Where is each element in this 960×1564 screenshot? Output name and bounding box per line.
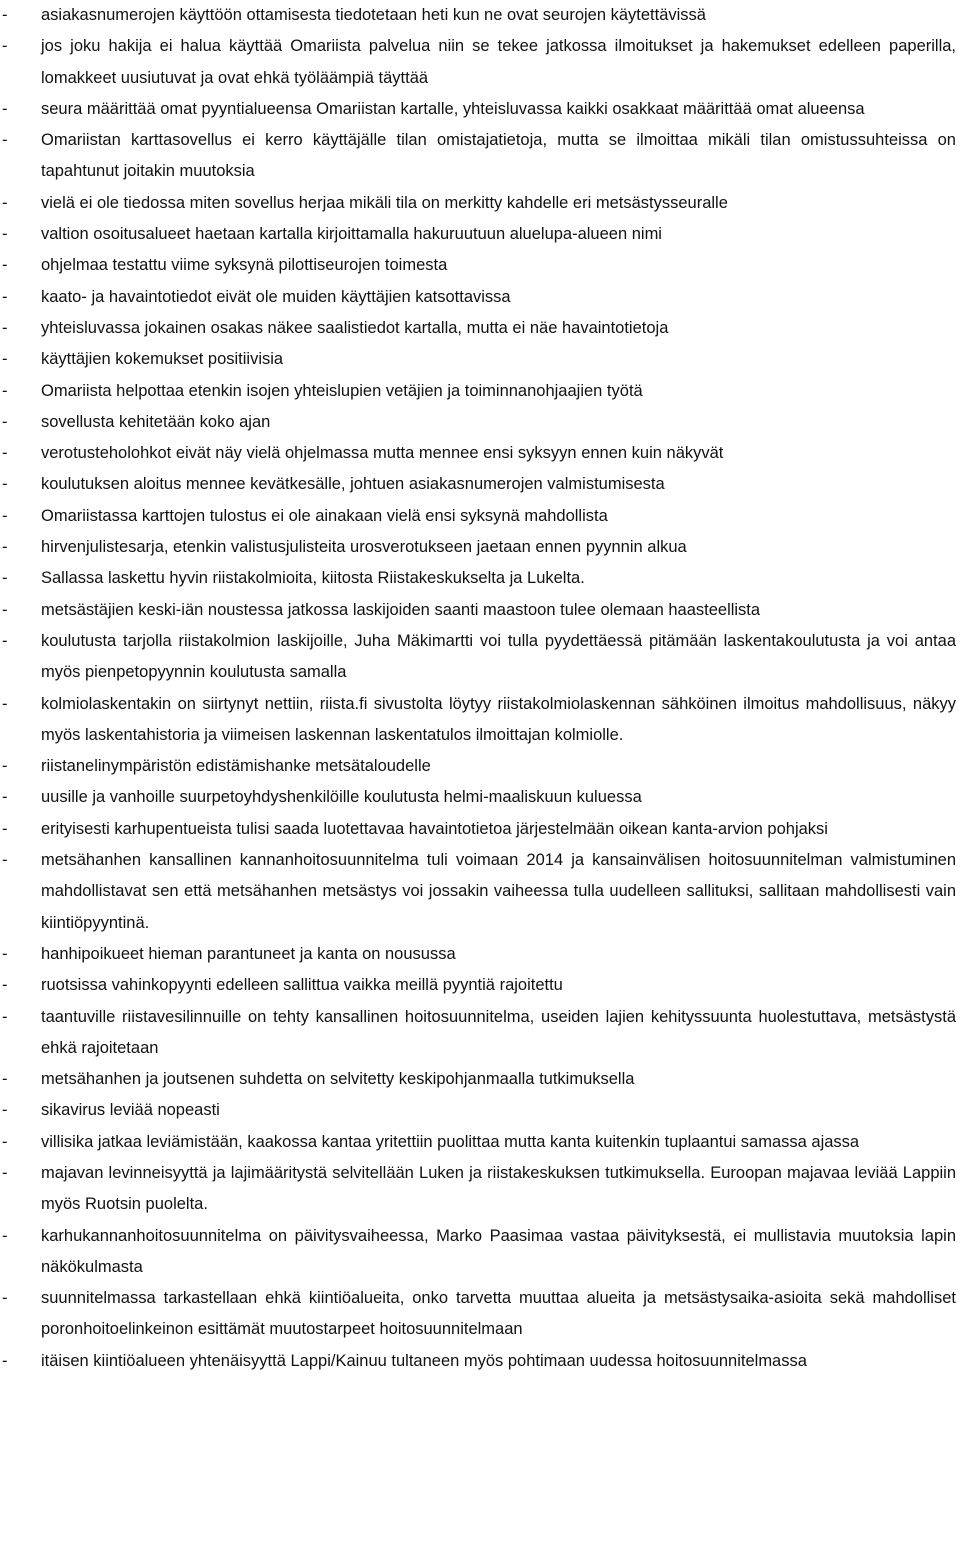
bullet-dash: - [2, 318, 8, 337]
bullet-dash: - [2, 6, 8, 24]
bullet-dash: - [2, 193, 8, 212]
list-item-text: jos joku hakija ei halua käyttää Omariista palvelua niin se tekee jatkossa ilmoitukset ja hakemukset edelleen paperilla, lomakkeet uusiutuvat ja ovat ehkä työläämpiä täyttää [41, 37, 956, 87]
list-item-text: Sallassa laskettu hyvin riistakolmioita, kiitosta Riistakeskukselta ja Lukelta. [41, 569, 585, 588]
list-item-text: itäisen kiintiöalueen yhtenäisyyttä Lappi/Kainuu tultaneen myös pohtimaan uudessa hoitosuunnitelmassa [41, 1351, 807, 1370]
bullet-dash: - [2, 99, 8, 118]
list-item-text: koulutusta tarjolla riistakolmion laskijoille, Juha Mäkimartti voi tulla pyydettäessä pitämään laskentakoulutusta ja voi antaa myös pienpetopyynnin koulutusta samalla [41, 631, 956, 682]
list-item [0, 376, 960, 407]
list-item [0, 751, 960, 782]
bullet-dash: - [2, 757, 8, 776]
list-item [0, 1064, 960, 1095]
list-item [0, 1346, 960, 1377]
list-item-text: uusille ja vanhoille suurpetoyhdyshenkilöille koulutusta helmi-maaliskuun kuluessa [41, 788, 642, 807]
bullet-dash: - [2, 506, 8, 525]
list-item [0, 563, 960, 594]
list-item [0, 782, 960, 813]
list-item [0, 939, 960, 970]
list-item-text: Omariista helpottaa etenkin isojen yhteislupien vetäjien ja toiminnanohjaajien työtä [41, 381, 643, 400]
bullet-dash: - [2, 1132, 8, 1151]
list-item-text: majavan levinneisyyttä ja lajimääritystä selvitellään Luken ja riistakeskuksen tutkimuksella. Euroopan majavaa leviää Lappiin myös Ruotsin puolelta. [41, 1163, 956, 1214]
bullet-dash: - [2, 1289, 8, 1308]
list-item-text: villisika jatkaa leviämistään, kaakossa kantaa yritettiin puolittaa mutta kanta kuitenkin tuplaantui samassa ajassa [41, 1132, 860, 1151]
bullet-dash: - [2, 569, 8, 588]
bullet-dash: - [2, 1163, 8, 1182]
bullet-dash: - [2, 131, 8, 150]
list-item [0, 250, 960, 281]
list-item [0, 1221, 960, 1284]
list-item-text: ohjelmaa testattu viime syksynä pilottiseurojen toimesta [41, 256, 448, 275]
bullet-dash: - [2, 444, 8, 463]
list-item-text: asiakasnumerojen käyttöön ottamisesta tiedotetaan heti kun ne ovat seurojen käytettävissä [41, 6, 706, 24]
list-item [0, 313, 960, 344]
list-item [0, 845, 960, 939]
list-item [0, 1002, 960, 1065]
bullet-dash: - [2, 944, 8, 963]
bullet-dash: - [2, 631, 8, 650]
bullet-dash: - [2, 381, 8, 400]
list-item-text: suunnitelmassa tarkastellaan ehkä kiintiöalueita, onko tarvetta muuttaa alueita ja metsästysaika-asioita sekä mahdolliset poronhoitoelinkeinon esittämät muutostarpeet hoitosuunnitelmaan [41, 1289, 956, 1339]
bullet-dash: - [2, 475, 8, 494]
list-item-text: verotusteholohkot eivät näy vielä ohjelmassa mutta mennee ensi syksyyn ennen kuin näkyvät [41, 444, 724, 463]
list-item [0, 1283, 960, 1346]
list-item-text: ruotsissa vahinkopyynti edelleen sallittua vaikka meillä pyyntiä rajoitettu [41, 976, 563, 995]
list-item-text: valtion osoitusalueet haetaan kartalla kirjoittamalla hakuruutuun aluelupa-alueen nimi [41, 225, 662, 244]
list-item-text: koulutuksen aloitus mennee kevätkesälle, johtuen asiakasnumerojen valmistumisesta [41, 475, 665, 494]
list-item-text: Omariistassa karttojen tulostus ei ole ainakaan vielä ensi syksynä mahdollista [41, 506, 608, 525]
bullet-dash: - [2, 538, 8, 557]
list-item [0, 282, 960, 313]
bullet-dash: - [2, 1351, 8, 1370]
list-item-text: taantuville riistavesilinnuille on tehty kansallinen hoitosuunnitelma, useiden lajien kehityssuunta huolestuttava, metsästystä ehkä rajoitetaan [41, 1007, 956, 1057]
list-item-text: hirvenjulistesarja, etenkin valistusjulisteita urosverotukseen jaetaan ennen pyynnin alkua [41, 538, 687, 557]
list-item-text: käyttäjien kokemukset positiivisia [41, 350, 284, 369]
list-item-text: metsähanhen ja joutsenen suhdetta on selvitetty keskipohjanmaalla tutkimuksella [41, 1070, 635, 1089]
list-item-text: karhukannanhoitosuunnitelma on päivitysvaiheessa, Marko Paasimaa vastaa päivityksestä, ei mullistavia muutoksia lapin näkökulmasta [41, 1226, 956, 1276]
list-item-text: erityisesti karhupentueista tulisi saada luotettavaa havaintotietoa järjestelmään oikean kanta-arvion pohjaksi [41, 819, 828, 838]
bullet-dash: - [2, 694, 8, 713]
list-item [0, 501, 960, 532]
bullet-dash: - [2, 412, 8, 431]
list-item-text: yhteisluvassa jokainen osakas näkee saalistiedot kartalla, mutta ei näe havaintotietoja [41, 318, 669, 337]
bullet-dash: - [2, 225, 8, 244]
list-item [0, 689, 960, 752]
list-item [0, 970, 960, 1001]
bullet-dash: - [2, 350, 8, 369]
bullet-dash: - [2, 1007, 8, 1026]
list-item [0, 125, 960, 188]
list-item [0, 344, 960, 375]
list-item-text: kaato- ja havaintotiedot eivät ole muiden käyttäjien katsottavissa [41, 287, 511, 306]
list-item [0, 1158, 960, 1221]
bullet-dash: - [2, 976, 8, 995]
list-item [0, 814, 960, 845]
list-item-text: vielä ei ole tiedossa miten sovellus herjaa mikäli tila on merkitty kahdelle eri metsästysseuralle [41, 193, 728, 212]
list-item [0, 438, 960, 469]
bullet-dash: - [2, 851, 8, 870]
list-item [0, 626, 960, 689]
list-item-text: metsähanhen kansallinen kannanhoitosuunnitelma tuli voimaan 2014 ja kansainvälisen hoitosuunnitelman valmistuminen mahdollistavat sen että metsähanhen metsästys voi jossakin vaiheessa tulla uudelleen sallituksi, sallitaan mahdollisesti vain kiintiöpyyntinä. [41, 851, 956, 932]
bullet-dash: - [2, 788, 8, 807]
list-item-text: sovellusta kehitetään koko ajan [41, 412, 271, 431]
bullet-dash: - [2, 1226, 8, 1245]
list-item [0, 595, 960, 626]
list-item [0, 31, 960, 94]
bullet-dash: - [2, 37, 8, 56]
list-item-text: metsästäjien keski-iän noustessa jatkossa laskijoiden saanti maastoon tulee olemaan haasteellista [41, 600, 761, 619]
bullet-dash: - [2, 1070, 8, 1089]
list-item [0, 94, 960, 125]
list-item-text: hanhipoikueet hieman parantuneet ja kanta on nousussa [41, 944, 456, 963]
list-item [0, 469, 960, 500]
list-item [0, 532, 960, 563]
bullet-dash: - [2, 256, 8, 275]
list-item-text: Omariistan karttasovellus ei kerro käyttäjälle tilan omistajatietoja, mutta se ilmoittaa mikäli tilan omistussuhteissa on tapahtunut joitakin muutoksia [41, 131, 956, 181]
list-item [0, 188, 960, 219]
list-item-text: kolmiolaskentakin on siirtynyt nettiin, riista.fi sivustolta löytyy riistakolmiolaskennan sähköinen ilmoitus mahdollisuus, näkyy myös laskentahistoria ja viimeisen laskennan laskentatulos ilmoittajan kolmiolle. [41, 694, 956, 744]
bullet-dash: - [2, 600, 8, 619]
list-item [0, 1127, 960, 1158]
list-item [0, 219, 960, 250]
bullet-dash: - [2, 819, 8, 838]
list-item [0, 0, 960, 31]
list-item-text: sikavirus leviää nopeasti [41, 1101, 220, 1120]
list-item [0, 407, 960, 438]
bullet-dash: - [2, 1101, 8, 1120]
bullet-dash: - [2, 287, 8, 306]
list-item [0, 1095, 960, 1126]
list-item-text: seura määrittää omat pyyntialueensa Omariistan kartalle, yhteisluvassa kaikki osakkaat määrittää omat alueensa [41, 99, 865, 118]
list-item-text: riistanelinympäristön edistämishanke metsätaloudelle [41, 757, 431, 776]
